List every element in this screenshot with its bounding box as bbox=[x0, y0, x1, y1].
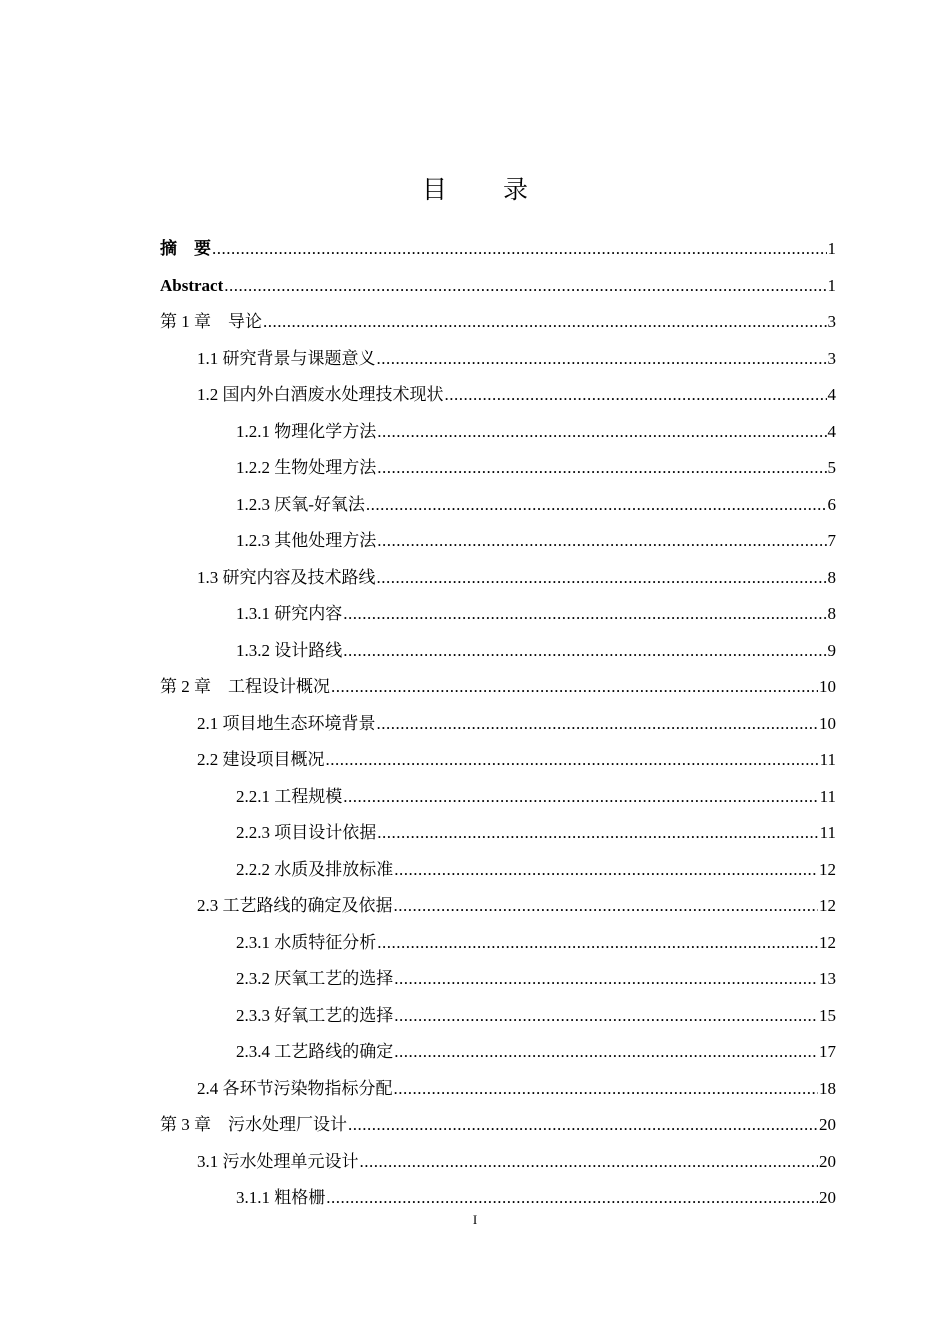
toc-leader-dots bbox=[394, 852, 818, 888]
toc-leader-dots bbox=[377, 450, 826, 486]
toc-entry-page-number: 11 bbox=[819, 823, 836, 842]
toc-entry[interactable] bbox=[197, 560, 836, 596]
toc-entry-label: 1.2.3 其他处理方法 bbox=[236, 531, 377, 550]
toc-entry-label: 1.3.1 研究内容 bbox=[236, 604, 343, 623]
toc-entry-label: 1.2.3 厌氧-好氧法 bbox=[236, 494, 365, 514]
toc-entry-page-number: 10 bbox=[819, 677, 836, 696]
toc-entry-label: 1.1 研究背景与课题意义 bbox=[197, 348, 376, 368]
toc-entry[interactable] bbox=[160, 669, 836, 705]
toc-leader-dots bbox=[377, 925, 818, 961]
toc-entry[interactable] bbox=[236, 633, 836, 669]
toc-entry-page-number: 4 bbox=[827, 421, 836, 441]
toc-entry-label: 2.2 建设项目概况 bbox=[197, 750, 325, 769]
toc-leader-dots bbox=[224, 268, 826, 304]
toc-entry-label: 第 3 章 污水处理厂设计 bbox=[160, 1115, 347, 1134]
toc-leader-dots bbox=[360, 1144, 819, 1180]
toc-entry-page-number: 18 bbox=[819, 1078, 836, 1098]
toc-leader-dots bbox=[212, 231, 827, 267]
toc-entry[interactable] bbox=[236, 487, 836, 523]
toc-entry-label: 1.3 研究内容及技术路线 bbox=[197, 567, 376, 587]
toc-entry-page-number: 4 bbox=[827, 385, 836, 404]
toc-entry-label: 1.3.2 设计路线 bbox=[236, 640, 343, 660]
toc-entry-label: 2.1 项目地生态环境背景 bbox=[197, 713, 376, 733]
toc-entry-label: 2.4 各环节污染物指标分配 bbox=[197, 1078, 393, 1098]
toc-entry-page-number: 7 bbox=[827, 531, 836, 550]
toc-entry-page-number: 6 bbox=[827, 494, 836, 514]
toc-entry[interactable] bbox=[236, 779, 836, 815]
toc-entry-page-number: 10 bbox=[819, 713, 836, 733]
toc-entry-label: 3.1 污水处理单元设计 bbox=[197, 1151, 359, 1171]
toc-entry[interactable] bbox=[236, 1034, 836, 1070]
toc-entry-label: 2.2.3 项目设计依据 bbox=[236, 823, 377, 842]
toc-entry[interactable] bbox=[197, 888, 836, 924]
toc-leader-dots bbox=[377, 341, 827, 377]
toc-leader-dots bbox=[343, 633, 826, 669]
toc-entry-page-number: 8 bbox=[827, 567, 836, 587]
toc-entry-page-number: 8 bbox=[827, 604, 836, 623]
toc-entry[interactable] bbox=[197, 706, 836, 742]
toc-leader-dots bbox=[377, 815, 818, 851]
toc-entry-page-number: 12 bbox=[819, 859, 836, 879]
toc-leader-dots bbox=[366, 487, 827, 523]
toc-entry-page-number: 11 bbox=[819, 786, 836, 806]
page-number-footer: I bbox=[472, 1212, 478, 1227]
toc-entry-label: 2.3 工艺路线的确定及依据 bbox=[197, 896, 393, 915]
toc-entry-page-number: 12 bbox=[819, 932, 836, 952]
toc-leader-dots bbox=[394, 888, 819, 924]
toc-leader-dots bbox=[377, 523, 826, 559]
toc-leader-dots bbox=[326, 742, 819, 778]
toc-entry[interactable] bbox=[236, 414, 836, 450]
toc-leader-dots bbox=[343, 596, 826, 632]
toc-entry[interactable] bbox=[160, 1107, 836, 1143]
toc-entry-page-number: 17 bbox=[819, 1042, 836, 1061]
toc-entry[interactable] bbox=[236, 852, 836, 888]
toc-entry-page-number: 11 bbox=[819, 750, 836, 769]
toc-entry-page-number: 20 bbox=[819, 1151, 836, 1171]
toc-entry[interactable] bbox=[236, 961, 836, 997]
toc-entry[interactable] bbox=[160, 304, 836, 340]
toc-entry-page-number: 20 bbox=[819, 1188, 836, 1207]
toc-entry-label: 第 2 章 工程设计概况 bbox=[160, 677, 330, 696]
toc-entry[interactable] bbox=[236, 523, 836, 559]
toc-leader-dots bbox=[377, 706, 819, 742]
toc-title: 目 录 bbox=[422, 175, 552, 204]
toc-entry-label: Abstract bbox=[160, 275, 224, 295]
toc-leader-dots bbox=[326, 1180, 818, 1216]
toc-entry-page-number: 3 bbox=[827, 312, 836, 331]
toc-entry-label: 1.2.2 生物处理方法 bbox=[236, 458, 377, 477]
toc-entry-page-number: 3 bbox=[827, 348, 836, 368]
toc-leader-dots bbox=[394, 961, 818, 997]
toc-entry[interactable] bbox=[197, 341, 836, 377]
toc-entry[interactable] bbox=[197, 377, 836, 413]
toc-entry[interactable] bbox=[197, 1144, 836, 1180]
toc-entry-label: 2.2.2 水质及排放标准 bbox=[236, 859, 394, 879]
toc-entry-label: 3.1.1 粗格栅 bbox=[236, 1188, 326, 1207]
toc-entry[interactable] bbox=[236, 815, 836, 851]
toc-entry[interactable] bbox=[236, 1180, 836, 1216]
toc-leader-dots bbox=[377, 414, 826, 450]
toc-entry[interactable] bbox=[197, 1071, 836, 1107]
toc-leader-dots bbox=[394, 1034, 818, 1070]
toc-entry-page-number: 5 bbox=[827, 458, 836, 477]
toc-entry-label: 2.2.1 工程规模 bbox=[236, 786, 343, 806]
toc-entry-page-number: 9 bbox=[827, 640, 836, 660]
toc-leader-dots bbox=[377, 560, 827, 596]
toc-entry-page-number: 15 bbox=[819, 1005, 836, 1025]
toc-entry-page-number: 1 bbox=[827, 239, 836, 258]
toc-entry[interactable] bbox=[236, 925, 836, 961]
toc-leader-dots bbox=[394, 998, 818, 1034]
toc-entry[interactable] bbox=[160, 268, 836, 304]
toc-entry-label: 1.2 国内外白酒废水处理技术现状 bbox=[197, 385, 444, 404]
toc-entry[interactable] bbox=[160, 231, 836, 267]
toc-entry-label: 第 1 章 导论 bbox=[160, 312, 262, 331]
toc-entry[interactable] bbox=[197, 742, 836, 778]
toc-entry[interactable] bbox=[236, 450, 836, 486]
toc-leader-dots bbox=[343, 779, 818, 815]
toc-entry[interactable] bbox=[236, 998, 836, 1034]
toc-entry-label: 2.3.2 厌氧工艺的选择 bbox=[236, 969, 394, 988]
toc-leader-dots bbox=[331, 669, 818, 705]
toc-entry-page-number: 13 bbox=[819, 969, 836, 988]
toc-leader-dots bbox=[445, 377, 827, 413]
toc-entry-label: 2.3.1 水质特征分析 bbox=[236, 932, 377, 952]
toc-leader-dots bbox=[348, 1107, 818, 1143]
toc-leader-dots bbox=[263, 304, 827, 340]
toc-entry-page-number: 1 bbox=[827, 275, 836, 295]
toc-entry[interactable] bbox=[236, 596, 836, 632]
toc-entry-page-number: 12 bbox=[819, 896, 836, 915]
toc-entry-label: 摘 要 bbox=[160, 239, 211, 258]
toc-leader-dots bbox=[394, 1071, 819, 1107]
toc-entry-label: 2.3.3 好氧工艺的选择 bbox=[236, 1005, 394, 1025]
toc-entry-label: 2.3.4 工艺路线的确定 bbox=[236, 1042, 394, 1061]
toc-entry-page-number: 20 bbox=[819, 1115, 836, 1134]
toc-entry-label: 1.2.1 物理化学方法 bbox=[236, 421, 377, 441]
